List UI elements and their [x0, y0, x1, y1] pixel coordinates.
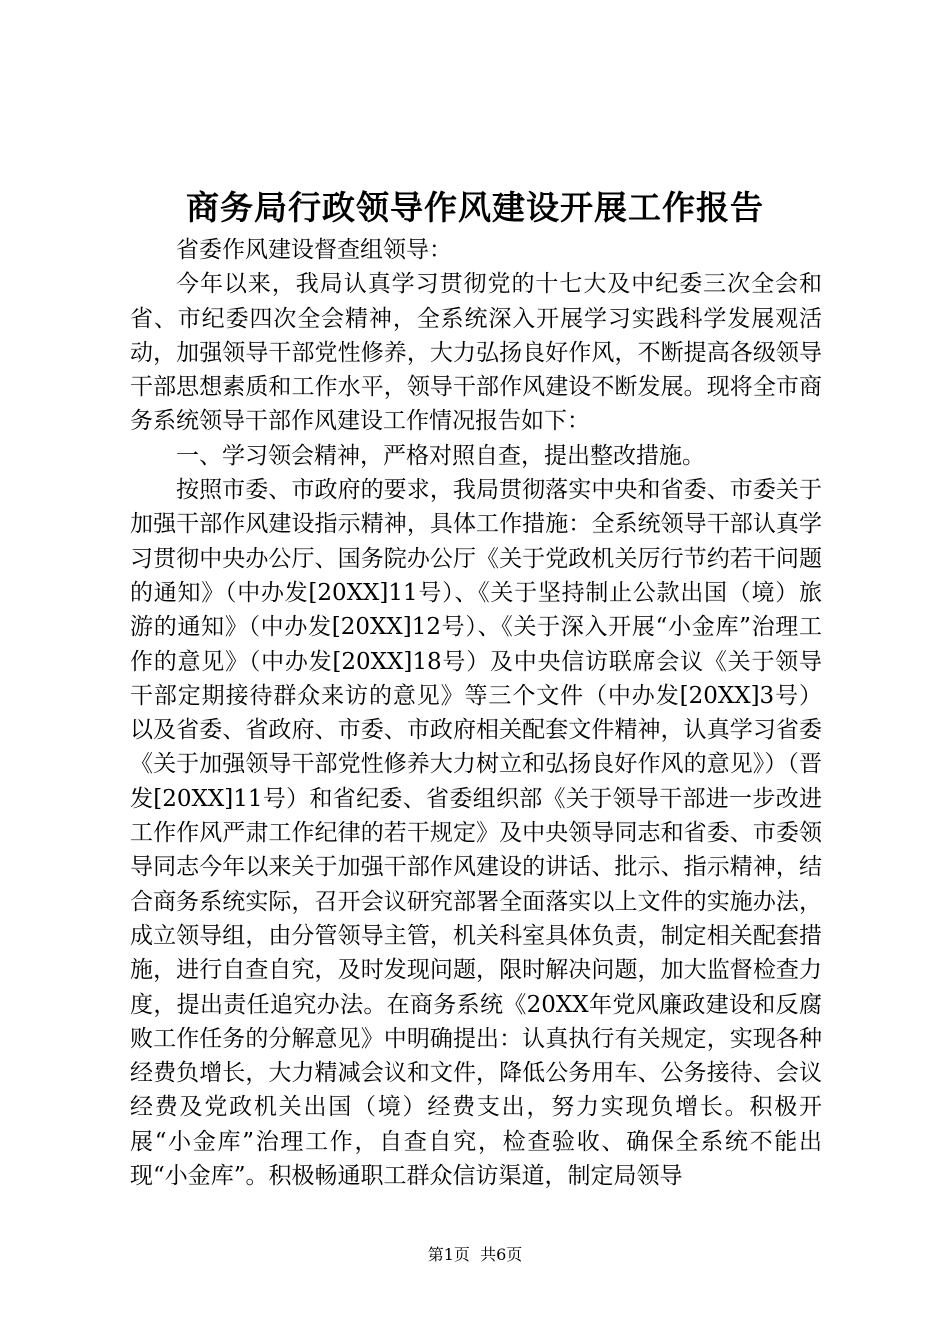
- paragraph-intro: 今年以来，我局认真学习贯彻党的十七大及中纪委三次全会和省、市纪委四次全会精神，全系统深入开展学习实践科学发展观活动，加强领导干部党性修养，大力弘扬良好作风，不断提高各级领导干部思想素质和工作水平，领导干部作风建设不断发展。现将全市商务系统领导干部作风建设工作情况报告如下：: [130, 271, 822, 435]
- document-title: 商务局行政领导作风建设开展工作报告: [186, 188, 764, 227]
- document-body: [130, 233, 822, 1193]
- section-heading-1: 一、学习领会精神，严格对照自查，提出整改措施。: [176, 442, 705, 469]
- page-footer: [0, 1244, 950, 1266]
- salutation: 省委作风建设督查组领导：: [176, 237, 452, 263]
- page-number: 第1页: [427, 1245, 470, 1264]
- page-total: 共6页: [480, 1245, 523, 1264]
- paragraph-measures: 按照市委、市政府的要求，我局贯彻落实中央和省委、市委关于加强干部作风建设指示精神，具体工作措施：全系统领导干部认真学习贯彻中央办公厅、国务院办公厅《关于党政机关厉行节约若干问题的通知》（中办发[20XX]11号）、《关于坚持制止公款出国（境）旅游的通知》（中办发[20XX]12号）、《关于深入开展“小金库”治理工作的意见》（中办发[20XX]18号）及中央信访联席会议《关于领导干部定期接待群众来访的意见》等三个文件（中办发[20XX]3号）以及省委、省政府、市委、市政府相关配套文件精神，认真学习省委《关于加强领导干部党性修养大力树立和弘扬良好作风的意见》）（晋发[20XX]11号）和省纪委、省委组织部《关于领导干部进一步改进工作作风严肃工作纪律的若干规定》及中央领导同志和省委、市委领导同志今年以来关于加强干部作风建设的讲话、批示、指示精神，结合商务系统实际，召开会议研究部署全面落实以上文件的实施办法，成立领导组，由分管领导主管，机关科室具体负责，制定相关配套措施，进行自查自究，及时发现问题，限时解决问题，加大监督检查力度，提出责任追究办法。在商务系统《20XX年党风廉政建设和反腐败工作任务的分解意见》中明确提出：认真执行有关规定，实现各种经费负增长，大力精减会议和文件，降低公务用车、公务接待、会议经费及党政机关出国（境）经费支出，努力实现负增长。积极开展“小金库”治理工作，自查自究，检查验收、确保全系统不能出现“小金库”。积极畅通职工群众信访渠道，制定局领导: [130, 477, 822, 1190]
